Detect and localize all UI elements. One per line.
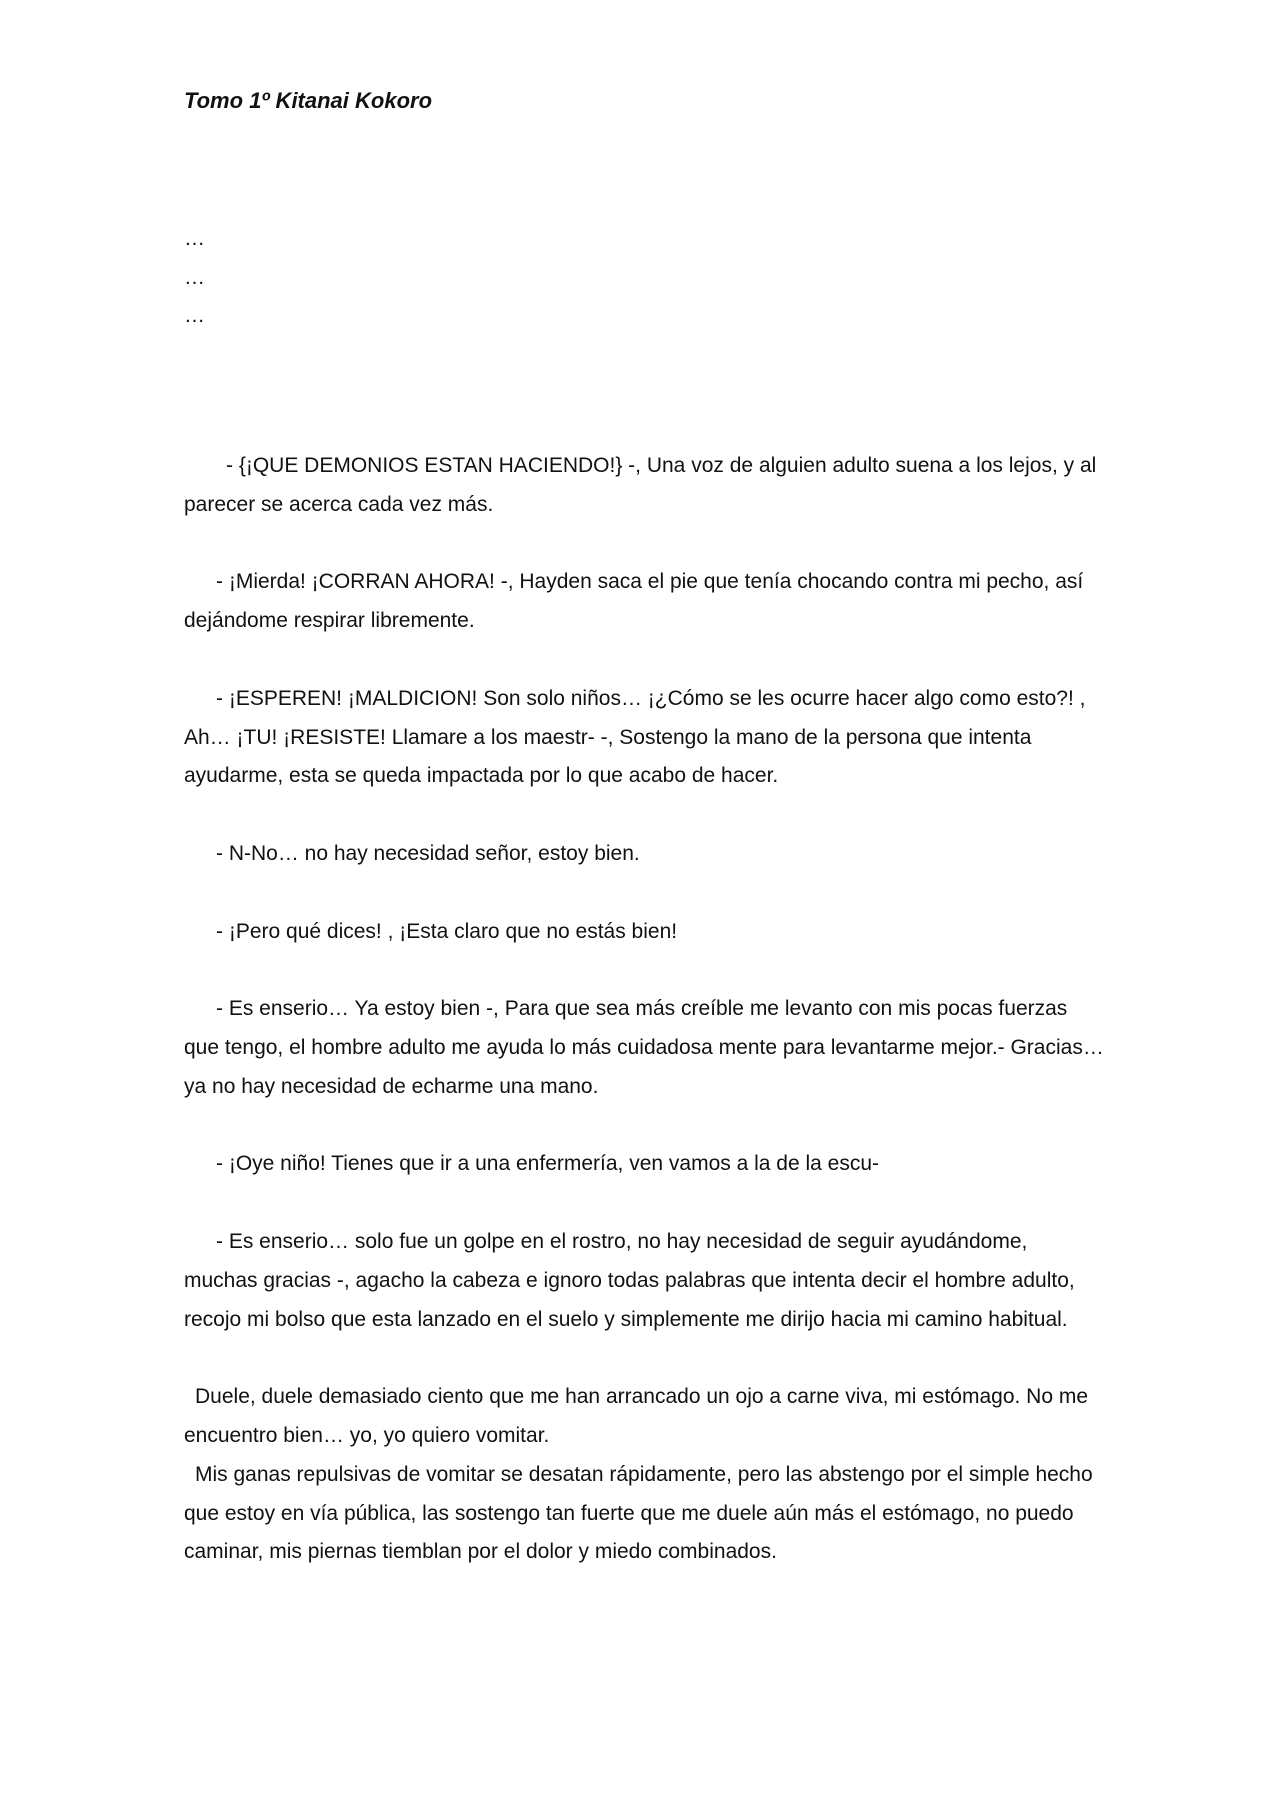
dialogue-paragraph: - ¡Pero qué dices! , ¡Esta claro que no estás bien!	[216, 919, 678, 943]
ellipsis-line: …	[184, 304, 205, 327]
dialogue-paragraph: - {¡QUE DEMONIOS ESTAN HACIENDO!} -, Una voz de alguien adulto suena a los lejos, y al parecer se acerca cada vez más.	[184, 454, 1097, 516]
narration-paragraph: Duele, duele demasiado ciento que me han arrancado un ojo a carne viva, mi estómago. No me encuentro bien… yo, yo quiero vomitar.	[184, 1385, 1089, 1447]
ellipsis-line: …	[184, 265, 205, 289]
story-body	[184, 447, 1104, 1572]
dialogue-paragraph: - Es enserio… Ya estoy bien -, Para que sea más creíble me levanto con mis pocas fuerzas que tengo, el hombre adulto me ayuda lo más cuidadosa mente para levantarme mejor.- Gracias… ya no hay necesidad de echarme una mano.	[184, 997, 1104, 1098]
page-header-title: Tomo 1º Kitanai Kokoro	[184, 88, 433, 113]
ellipsis-line: …	[184, 227, 205, 250]
narration-paragraph: Mis ganas repulsivas de vomitar se desatan rápidamente, pero las abstengo por el simple hecho que estoy en vía pública, las sostengo tan fuerte que me duele aún más el estómago, no puedo caminar, mis piernas tiemblan por el dolor y miedo combinados.	[184, 1462, 1093, 1564]
dialogue-paragraph: - N-No… no hay necesidad señor, estoy bien.	[216, 841, 640, 865]
dialogue-paragraph: - ¡ESPEREN! ¡MALDICION! Son solo niños… ¡¿Cómo se les ocurre hacer algo como esto?! , Ah… ¡TU! ¡RESISTE! Llamare a los maestr- -, Sostengo la mano de la persona que intenta ayudarme, esta se queda impactada por lo que acabo de hacer.	[184, 686, 1086, 788]
dialogue-paragraph: - ¡Mierda! ¡CORRAN AHORA! -, Hayden saca el pie que tenía chocando contra mi pecho, así dejándome respirar libremente.	[184, 570, 1084, 633]
dialogue-paragraph: - ¡Oye niño! Tienes que ir a una enfermería, ven vamos a la de la escu-	[216, 1152, 880, 1176]
ellipsis-block	[184, 220, 205, 336]
dialogue-paragraph: - Es enserio… solo fue un golpe en el rostro, no hay necesidad de seguir ayudándome, muchas gracias -, agacho la cabeza e ignoro todas palabras que intenta decir el hombre adulto, recojo mi bolso que esta lanzado en el suelo y simplemente me dirijo hacia mi camino habitual.	[184, 1229, 1075, 1331]
